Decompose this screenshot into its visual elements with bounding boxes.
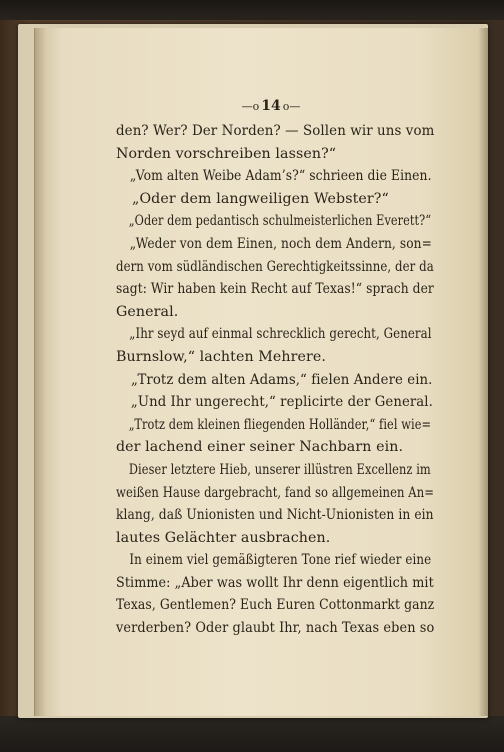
binding-bottom xyxy=(0,716,504,752)
text-line: „Trotz dem alten Adams,“ fielen Andere ein. xyxy=(130,371,433,388)
text-line: „Trotz dem kleinen fliegenden Holländer,“ fiel wie= xyxy=(128,416,432,433)
page-right-shadow xyxy=(478,28,488,716)
text-line: weißen Hause dargebracht, fand so allgemeinen An= xyxy=(116,484,435,501)
text-line: Burnslow,“ lachten Mehrere. xyxy=(116,348,327,365)
ornament-right: o— xyxy=(282,99,301,113)
text-line: In einem viel gemäßigteren Tone rief wieder eine xyxy=(129,552,432,569)
text-line: „Oder dem pedantisch schulmeisterlichen Everett?“ xyxy=(128,213,432,230)
ornament-left: —o xyxy=(241,99,260,113)
text-line: der lachend einer seiner Nachbarn ein. xyxy=(116,439,404,456)
text-line: Texas, Gentlemen? Euch Euren Cottonmarkt ganz xyxy=(116,597,435,614)
text-line: „Oder dem langweiligen Webster?“ xyxy=(132,190,389,207)
binding-top xyxy=(0,0,504,20)
text-line: „Vom alten Weibe Adam’s?“ schrieen die Einen. xyxy=(129,168,432,185)
text-line: „Und Ihr ungerecht,“ replicirte der General. xyxy=(130,394,433,411)
text-line: klang, daß Unionisten und Nicht-Unionisten in ein xyxy=(116,507,434,524)
text-line: Stimme: „Aber was wollt Ihr denn eigentlich mit xyxy=(116,574,434,591)
text-line: „Ihr seyd auf einmal schrecklich gerecht, General xyxy=(129,326,432,343)
text-line: sagt: Wir haben kein Recht auf Texas!“ sprach der xyxy=(116,281,434,298)
text-line: Dieser letztere Hieb, unserer illüstren Excellenz im xyxy=(128,461,431,478)
body-text xyxy=(116,120,434,640)
text-line: dern vom südländischen Gerechtigkeitssinne, der da xyxy=(116,258,434,275)
page-header xyxy=(236,97,306,115)
text-line: verderben? Oder glaubt Ihr, nach Texas eben so xyxy=(116,620,435,637)
text-line: den? Wer? Der Norden? — Sollen wir uns vom xyxy=(116,123,435,139)
page-gutter-shadow xyxy=(34,28,46,716)
text-line: General. xyxy=(116,303,179,320)
text-line: „Weder von dem Einen, noch dem Andern, son= xyxy=(129,235,432,252)
page-number: 14 xyxy=(261,98,281,114)
text-line: lautes Gelächter ausbrachen. xyxy=(116,529,331,546)
text-line: Norden vorschreiben lassen?“ xyxy=(116,145,337,162)
